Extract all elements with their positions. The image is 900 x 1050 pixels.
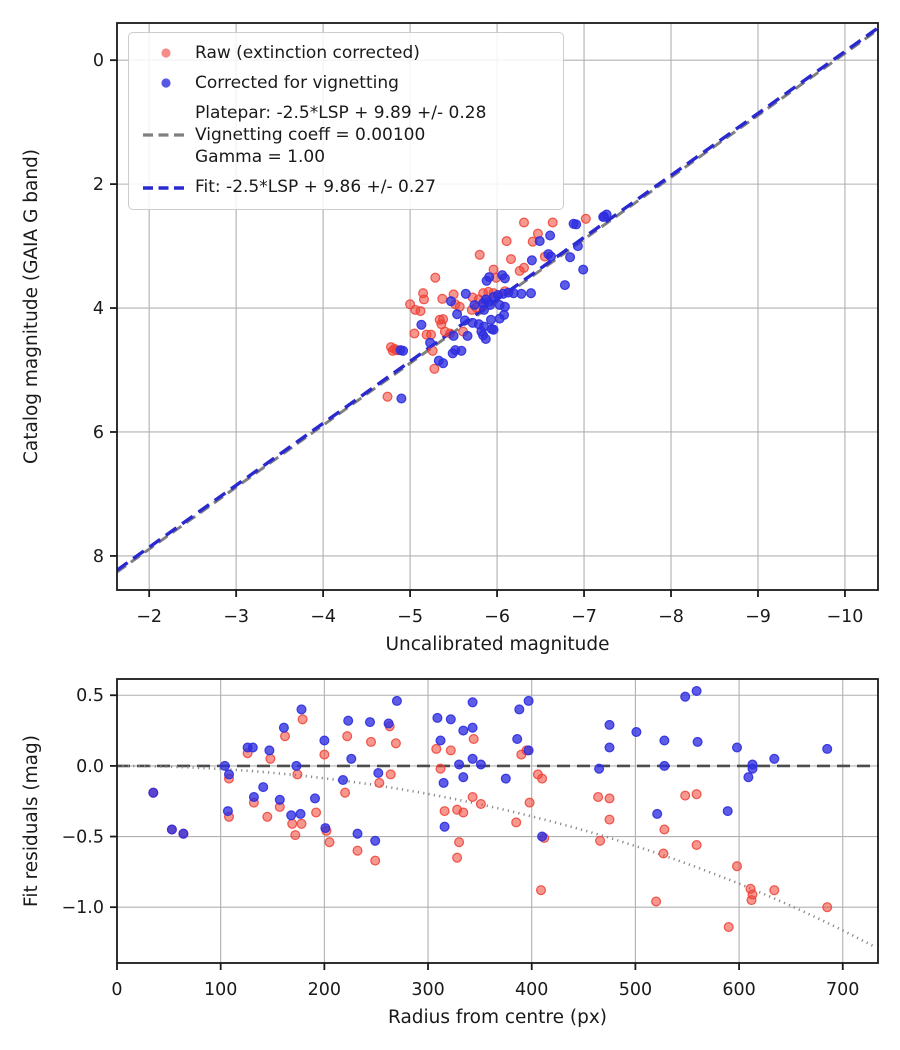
raw-point	[596, 836, 605, 845]
corrected-point	[439, 779, 448, 788]
corrected-point	[501, 274, 510, 283]
raw-point	[427, 330, 436, 339]
platepar-line-1: Platepar: -2.5*LSP + 9.89 +/- 0.28	[195, 103, 487, 124]
corrected-point	[179, 829, 188, 838]
corrected-point	[605, 721, 614, 730]
raw-point	[455, 838, 464, 847]
corrected-point	[468, 754, 477, 763]
raw-point	[733, 862, 742, 871]
corrected-point	[347, 754, 356, 763]
corrected-point	[501, 774, 510, 783]
corrected-point	[265, 746, 274, 755]
corrected-point	[248, 743, 257, 752]
y-tick-label: 6	[92, 422, 104, 443]
corrected-point	[397, 394, 406, 403]
raw-point	[263, 812, 272, 821]
raw-point	[453, 853, 462, 862]
corrected-point	[660, 736, 669, 745]
corrected-point	[287, 811, 296, 820]
corrected-point	[595, 764, 604, 773]
raw-point	[594, 793, 603, 802]
raw-point	[416, 307, 425, 316]
x-tick-label: −9	[745, 607, 771, 627]
corrected-point	[292, 762, 301, 771]
corrected-point	[275, 795, 284, 804]
corrected-point	[574, 242, 583, 251]
raw-point	[343, 732, 352, 741]
raw-point	[681, 791, 690, 800]
raw-dot-icon	[137, 46, 195, 60]
raw-point	[392, 739, 401, 748]
raw-point	[266, 754, 275, 763]
corrected-point	[448, 349, 457, 358]
raw-dot-glyph	[161, 48, 170, 57]
raw-point	[692, 841, 701, 850]
corrected-point	[693, 738, 702, 747]
corrected-point	[344, 716, 353, 725]
corrected-point	[296, 810, 305, 819]
x-tick-label: 600	[722, 980, 756, 1000]
raw-point	[341, 788, 350, 797]
raw-point	[325, 838, 334, 847]
y-axis-label: Catalog magnitude (GAIA G band)	[21, 148, 42, 465]
corrected-point	[733, 743, 742, 752]
raw-point	[281, 732, 290, 741]
raw-point	[312, 808, 321, 817]
raw-point	[605, 815, 614, 824]
corrected-point	[470, 301, 479, 310]
x-tick-label: 0	[111, 980, 123, 1000]
raw-point	[446, 746, 455, 755]
corrected-point	[579, 265, 588, 274]
corrected-point	[339, 776, 348, 785]
y-axis-label: Fit residuals (mag)	[21, 735, 42, 907]
corrected-point	[463, 332, 472, 341]
corrected-point	[311, 794, 320, 803]
y-tick-label: 0.5	[76, 686, 104, 707]
legend-label-raw: Raw (extinction corrected)	[195, 43, 420, 63]
x-axis-label: Uncalibrated magnitude	[385, 634, 610, 655]
bottom-panel	[21, 679, 878, 1028]
raw-point	[520, 218, 529, 227]
legend-label-corrected: Corrected for vignetting	[195, 73, 399, 94]
raw-point	[371, 856, 380, 865]
raw-point	[823, 903, 832, 912]
corrected-point	[480, 322, 489, 331]
corrected-point	[453, 310, 462, 319]
raw-point	[288, 819, 297, 828]
raw-point	[537, 886, 546, 895]
raw-point	[502, 237, 511, 246]
raw-point	[430, 364, 439, 373]
raw-point	[770, 886, 779, 895]
legend-entry-fit	[137, 176, 553, 198]
corrected-point	[632, 728, 641, 737]
raw-point	[538, 774, 547, 783]
corrected-point	[501, 302, 510, 311]
raw-point	[438, 294, 447, 303]
x-tick-label: 100	[203, 980, 238, 1000]
corrected-point	[823, 745, 832, 754]
y-tick-label: 0	[92, 51, 104, 72]
raw-point	[436, 764, 445, 773]
corrected-point	[744, 773, 753, 782]
corrected-point	[515, 705, 524, 714]
y-tick-label: 2	[92, 175, 104, 196]
x-tick-label: 500	[618, 980, 653, 1000]
x-tick-label: −8	[658, 607, 684, 627]
raw-point	[660, 825, 669, 834]
x-tick-label: −6	[484, 607, 510, 627]
corrected-point	[433, 714, 442, 723]
legend-entry-platepar	[137, 102, 553, 168]
legend-entry-raw	[137, 42, 553, 64]
raw-point	[291, 831, 300, 840]
corrected-point	[446, 715, 455, 724]
corrected-point	[250, 793, 259, 802]
corrected-point	[459, 726, 468, 735]
raw-point	[297, 819, 306, 828]
y-tick-label: −0.5	[61, 827, 104, 848]
legend-entry-corrected	[137, 72, 553, 94]
corrected-point	[436, 736, 445, 745]
raw-point	[724, 923, 733, 932]
raw-point	[477, 800, 486, 809]
corrected-point	[149, 788, 158, 797]
raw-point	[548, 218, 557, 227]
corrected-point	[605, 743, 614, 752]
raw-point	[440, 807, 449, 816]
legend-label-platepar	[195, 102, 486, 168]
raw-point	[410, 329, 419, 338]
x-axis-label: Radius from centre (px)	[388, 1007, 607, 1028]
raw-point	[298, 715, 307, 724]
raw-point	[515, 267, 524, 276]
corrected-point	[561, 281, 570, 290]
corrected-point	[225, 770, 234, 779]
raw-point	[469, 735, 478, 744]
y-tick-label: 0.0	[76, 756, 104, 777]
corrected-point	[220, 762, 229, 771]
corrected-point	[366, 718, 375, 727]
x-tick-label: 700	[826, 980, 860, 1000]
corrected-point	[449, 332, 458, 341]
corrected-point	[660, 762, 669, 771]
x-tick-label: −4	[310, 607, 337, 627]
corrected-point	[602, 210, 611, 219]
raw-point	[367, 738, 376, 747]
raw-point	[375, 779, 384, 788]
corrected-point	[524, 697, 533, 706]
corrected-point	[572, 220, 581, 229]
raw-point	[507, 255, 516, 264]
corrected-point	[547, 252, 556, 261]
corrected-point	[321, 824, 330, 833]
platepar-dash-icon	[137, 131, 195, 139]
x-tick-label: 300	[411, 980, 445, 1000]
corrected-point	[320, 736, 329, 745]
corrected-point	[566, 253, 575, 262]
corrected-point	[297, 705, 306, 714]
corrected-point	[477, 760, 486, 769]
raw-point	[383, 392, 392, 401]
corrected-dot-glyph	[161, 79, 170, 88]
corrected-point	[487, 315, 496, 324]
corrected-point	[353, 829, 362, 838]
x-tick-label: −5	[397, 607, 423, 627]
corrected-point	[546, 231, 555, 240]
corrected-point	[399, 346, 408, 355]
x-tick-label: −3	[223, 607, 250, 627]
x-tick-label: −2	[136, 607, 163, 627]
raw-point	[748, 890, 757, 899]
raw-point	[320, 750, 329, 759]
corrected-point	[393, 697, 402, 706]
raw-point	[431, 273, 440, 282]
corrected-dot-icon	[137, 76, 195, 90]
corrected-point	[384, 719, 393, 728]
raw-point	[420, 295, 429, 304]
raw-point	[605, 794, 614, 803]
corrected-point	[770, 754, 779, 763]
corrected-point	[280, 723, 289, 732]
raw-point	[659, 849, 668, 858]
y-tick-label: −1.0	[61, 898, 104, 919]
corrected-point	[681, 692, 690, 701]
corrected-point	[447, 297, 456, 306]
corrected-point	[723, 807, 732, 816]
corrected-point	[748, 764, 757, 773]
fit-dash-icon	[137, 184, 195, 192]
x-tick-label: 400	[515, 980, 549, 1000]
corrected-point	[455, 760, 464, 769]
corrected-point	[538, 832, 547, 841]
raw-point	[386, 770, 395, 779]
x-tick-label: 200	[307, 980, 342, 1000]
corrected-point	[692, 687, 701, 696]
corrected-point	[535, 237, 544, 246]
raw-point	[581, 214, 590, 223]
raw-point	[293, 770, 302, 779]
platepar-line-2: Vignetting coeff = 0.00100	[195, 125, 426, 146]
corrected-point	[527, 289, 536, 298]
corrected-point	[528, 256, 537, 265]
raw-point	[353, 846, 362, 855]
legend-label-fit: Fit: -2.5*LSP + 9.86 +/- 0.27	[195, 177, 436, 198]
corrected-point	[224, 807, 233, 816]
corrected-point	[168, 825, 177, 834]
platepar-line-3: Gamma = 1.00	[195, 147, 326, 168]
corrected-point	[481, 335, 490, 344]
corrected-point	[374, 769, 383, 778]
y-tick-label: 8	[92, 546, 104, 567]
corrected-point	[517, 289, 526, 298]
corrected-point	[417, 320, 426, 329]
corrected-point	[259, 783, 268, 792]
corrected-point	[524, 746, 533, 755]
raw-point	[692, 790, 701, 799]
corrected-point	[653, 810, 662, 819]
raw-point	[459, 808, 468, 817]
vignetting-model-curve	[117, 766, 876, 948]
raw-point	[525, 798, 534, 807]
corrected-point	[457, 346, 466, 355]
x-tick-label: −7	[571, 607, 597, 627]
bottom-panel-data	[117, 687, 878, 948]
raw-point	[512, 818, 521, 827]
corrected-point	[485, 273, 494, 282]
corrected-point	[426, 338, 435, 347]
raw-point	[475, 250, 484, 259]
raw-point	[652, 897, 661, 906]
corrected-point	[459, 773, 468, 782]
corrected-point	[513, 735, 522, 744]
corrected-point	[468, 698, 477, 707]
raw-point	[432, 745, 441, 754]
corrected-point	[489, 325, 498, 334]
corrected-point	[461, 289, 470, 298]
raw-point	[468, 793, 477, 802]
legend-box	[128, 32, 564, 210]
x-tick-label: −10	[826, 607, 864, 627]
corrected-point	[439, 359, 448, 368]
corrected-point	[495, 314, 504, 323]
corrected-point	[371, 836, 380, 845]
corrected-point	[468, 723, 477, 732]
corrected-point	[440, 822, 449, 831]
y-tick-label: 4	[92, 299, 104, 320]
